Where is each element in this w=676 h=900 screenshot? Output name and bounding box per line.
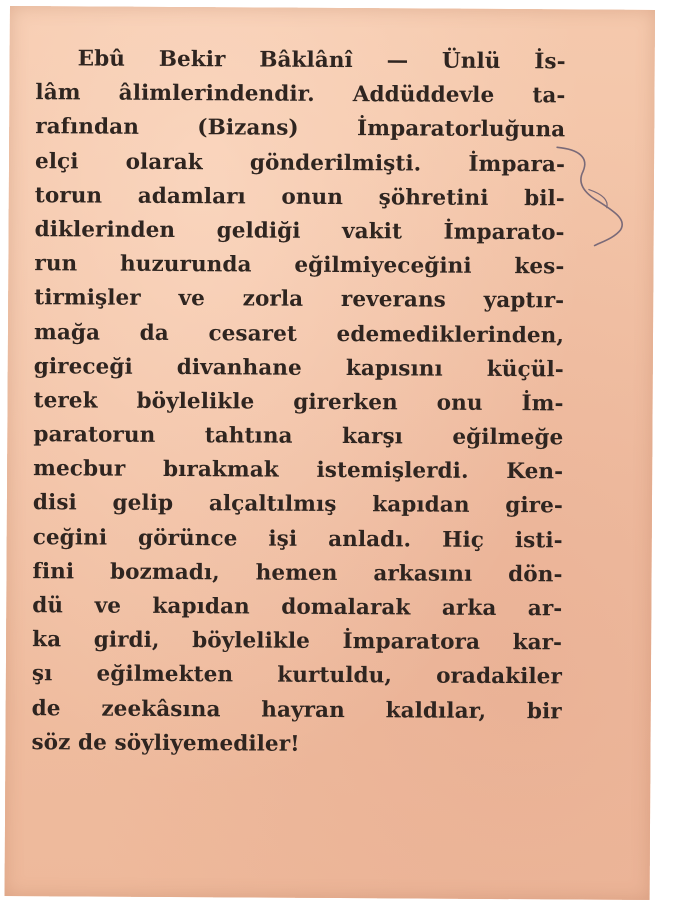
article-line: tirmişler ve zorla reverans yaptır- [34, 285, 565, 314]
article-line: gireceği divanhane kapısını küçül- [33, 353, 564, 383]
article-line: Ebû Bekir Bâklânî — Ünlü İs- [77, 46, 566, 75]
article-line: elçi olarak gönderilmişti. İmpara- [34, 148, 566, 177]
article-line: mecbur bırakmak istemişlerdi. Ken- [33, 456, 564, 485]
article-line: rafından (Bizans) İmparatorluğuna [35, 114, 566, 143]
pen-bracket-mark [548, 119, 649, 260]
article-line: lâm âlimlerindendir. Addüddevle ta- [35, 80, 566, 109]
article-line: run huzurunda eğilmiyeceğini kes- [34, 251, 565, 280]
article-line: paratorun tahtına karşı eğilmeğe [33, 422, 564, 451]
article-line: mağa da cesaret edemediklerinden, [33, 319, 565, 348]
article-line: disi gelip alçaltılmış kapıdan gire- [32, 490, 564, 519]
newspaper-clipping [5, 6, 655, 900]
article-line: diklerinden geldiği vakit İmparato- [34, 217, 565, 246]
article-line: ka girdi, böylelikle İmparatora kar- [32, 627, 563, 656]
article-line: söz de söyliyemediler! [31, 729, 300, 757]
article-line: dü ve kapıdan domalarak arka ar- [32, 593, 563, 622]
article-line: fini bozmadı, hemen arkasını dön- [32, 558, 563, 588]
article-text [31, 42, 565, 763]
article-line: terek böylelikle girerken onu İm- [33, 388, 564, 417]
article-line: ceğini görünce işi anladı. Hiç isti- [32, 524, 563, 554]
article-line: şı eğilmekten kurtuldu, oradakiler [31, 661, 562, 690]
article-line: de zeekâsına hayran kaldılar, bir [31, 695, 562, 724]
article-line: torun adamları onun şöhretini bil- [34, 182, 565, 212]
